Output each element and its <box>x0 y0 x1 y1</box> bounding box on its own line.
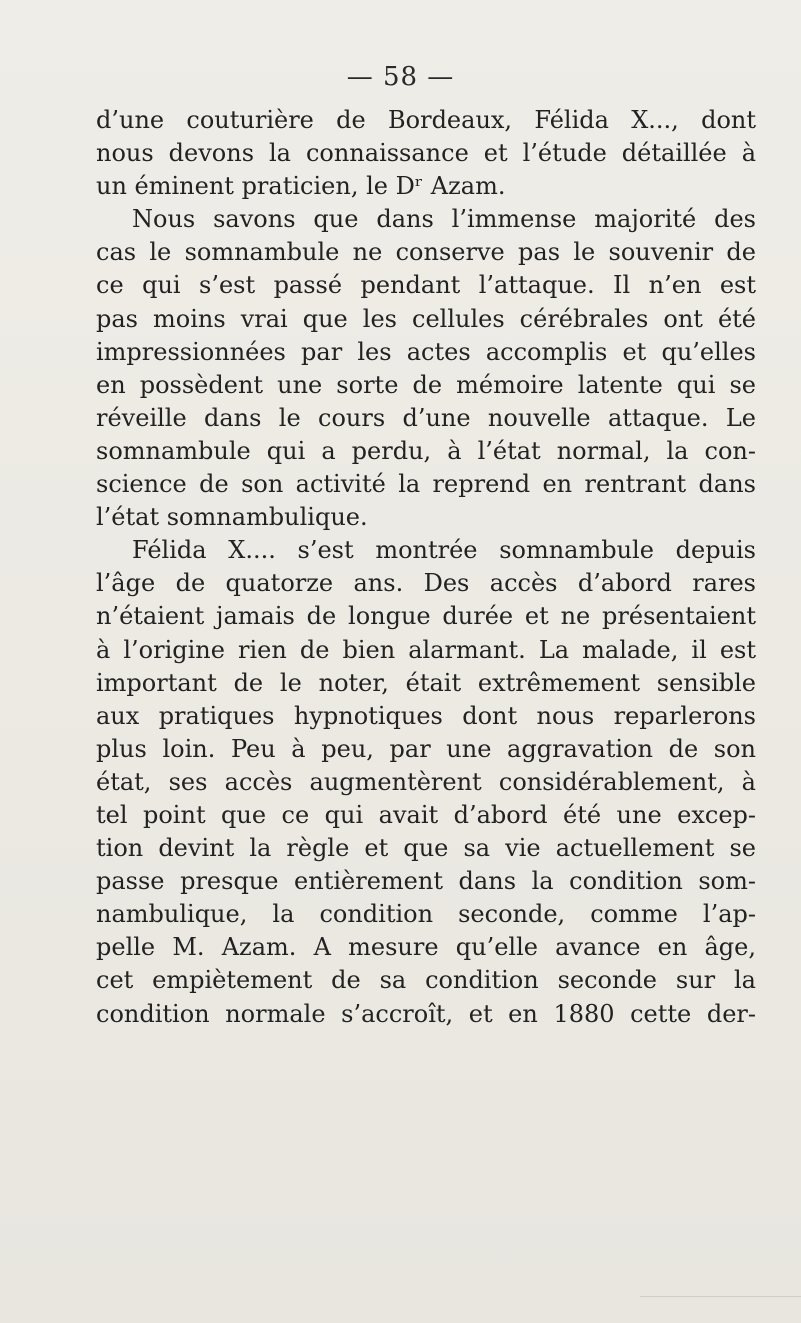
text-line: tel point que ce qui avait d’abord été une excep- <box>96 800 756 829</box>
text-line: aux pratiques hypnotiques dont nous reparlerons <box>96 701 756 730</box>
text-line: Nous savons que dans l’immense majorité des <box>132 205 756 234</box>
text-line: science de son activité la reprend en rentrant dans <box>96 470 756 499</box>
text-line: somnambule qui a perdu, à l’état normal, la con- <box>96 436 756 465</box>
text-line: nous devons la connaissance et l’étude détaillée à <box>96 139 756 168</box>
text-line: condition normale s’accroît, et en 1880 cette der- <box>96 999 756 1028</box>
text-line: n’étaient jamais de longue durée et ne présentaient <box>96 602 756 631</box>
text-line: impressionnées par les actes accomplis et qu’elles <box>96 337 756 366</box>
text-line: cas le somnambule ne conserve pas le souvenir de <box>96 238 756 267</box>
page-edge-line <box>640 1296 801 1297</box>
text-line: l’état somnambulique. <box>96 503 368 532</box>
text-line: état, ses accès augmentèrent considérablement, à <box>96 767 756 796</box>
text-line: cet empiètement de sa condition seconde sur la <box>96 966 756 995</box>
text-line: nambulique, la condition seconde, comme l’ap- <box>96 900 756 929</box>
text-line: tion devint la règle et que sa vie actuellement se <box>96 834 756 863</box>
page-number: — 58 — <box>346 62 455 92</box>
text-line: un éminent praticien, le Dʳ Azam. <box>96 172 506 201</box>
text-line: passe presque entièrement dans la condition som- <box>96 867 756 896</box>
body-text <box>96 104 756 1031</box>
text-line: pas moins vrai que les cellules cérébrales ont été <box>96 304 756 333</box>
text-line: pelle M. Azam. A mesure qu’elle avance en âge, <box>96 933 756 962</box>
text-line: en possèdent une sorte de mémoire latente qui se <box>96 370 756 399</box>
text-line: l’âge de quatorze ans. Des accès d’abord rares <box>96 569 756 598</box>
text-line: réveille dans le cours d’une nouvelle attaque. Le <box>96 403 756 432</box>
text-line: d’une couturière de Bordeaux, Félida X..., dont <box>96 106 756 134</box>
text-line: à l’origine rien de bien alarmant. La malade, il est <box>96 635 756 664</box>
text-line: Félida X.... s’est montrée somnambule depuis <box>132 536 756 565</box>
text-line: plus loin. Peu à peu, par une aggravation de son <box>96 734 756 763</box>
text-line: ce qui s’est passé pendant l’attaque. Il n’en est <box>96 271 756 300</box>
text-line: important de le noter, était extrêmement sensible <box>96 668 756 697</box>
